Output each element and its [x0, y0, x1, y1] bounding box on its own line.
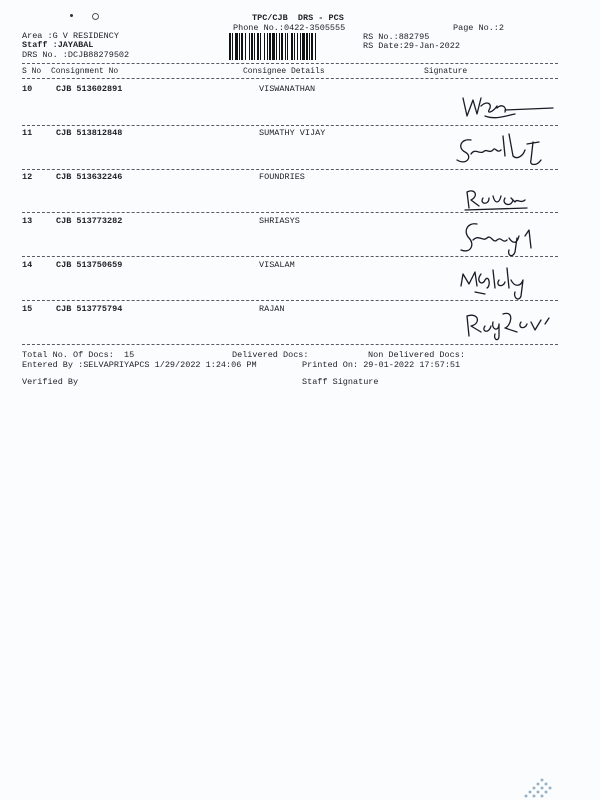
signature-image	[445, 218, 570, 260]
barcode-bar	[315, 33, 316, 60]
barcode-bar	[287, 33, 288, 60]
non-delivered-docs: Non Delivered Docs:	[368, 350, 465, 360]
col-consignee: Consignee Details	[243, 67, 325, 76]
delivered-docs: Delivered Docs:	[232, 350, 309, 360]
row-sno: 11	[22, 128, 33, 138]
document-title: TPC/CJB DRS - PCS	[252, 13, 344, 23]
row-sno: 14	[22, 260, 33, 270]
barcode-bar	[309, 33, 310, 60]
barcode-bar	[239, 33, 240, 60]
header-rule-top	[22, 63, 558, 64]
barcode-bar	[241, 33, 243, 60]
row-consignment: CJB 513602891	[56, 84, 123, 94]
page-number: Page No.:2	[453, 23, 505, 33]
signature-image	[445, 174, 570, 216]
rs-date: RS Date:29-Jan-2022	[363, 41, 460, 51]
row-consignment: CJB 513632246	[56, 172, 123, 182]
row-consignment: CJB 513773282	[56, 216, 123, 226]
barcode-bar	[249, 33, 250, 60]
rs-number: RS No.:882795	[363, 32, 430, 42]
table-row	[0, 216, 600, 260]
table-row	[0, 84, 600, 128]
row-consignment: CJB 513750659	[56, 260, 123, 270]
barcode-bar	[229, 33, 231, 60]
verified-by: Verified By	[22, 377, 79, 387]
row-divider	[22, 256, 558, 257]
barcode-bar	[285, 33, 286, 60]
barcode-bar	[297, 33, 298, 60]
barcode-bar	[251, 33, 253, 60]
entered-by: Entered By :SELVAPRIYAPCS 1/29/2022 1:24:06 PM	[22, 360, 257, 370]
table-row	[0, 304, 600, 348]
barcode-bar	[235, 33, 238, 60]
signature-image	[445, 262, 570, 304]
row-sno: 12	[22, 172, 33, 182]
barcode	[229, 33, 357, 60]
barcode-bar	[311, 33, 313, 60]
row-divider	[22, 344, 558, 345]
table-row	[0, 172, 600, 216]
barcode-bar	[267, 33, 268, 60]
barcode-bar	[281, 33, 283, 60]
row-divider	[22, 300, 558, 301]
barcode-bar	[276, 33, 277, 60]
signature-image	[445, 130, 570, 172]
header-rule-bottom	[22, 78, 558, 79]
signature-image	[445, 306, 570, 348]
barcode-bar	[272, 33, 275, 60]
row-consignment: CJB 513775794	[56, 304, 123, 314]
barcode-bar	[245, 33, 246, 60]
row-consignee: SUMATHY VIJAY	[259, 128, 326, 138]
row-divider	[22, 212, 558, 213]
row-consignee: VISALAM	[259, 260, 295, 270]
barcode-bar	[264, 33, 265, 60]
barcode-bar	[291, 33, 293, 60]
row-divider	[22, 169, 558, 170]
staff-field: Staff :JAYABAL	[22, 40, 94, 50]
barcode-bar	[302, 33, 305, 60]
row-consignment: CJB 513812848	[56, 128, 123, 138]
area-field: Area :G V RESIDENCY	[22, 31, 119, 41]
barcode-bar	[257, 33, 259, 60]
stamp-fragment	[518, 772, 558, 798]
row-sno: 13	[22, 216, 33, 226]
staff-signature: Staff Signature	[302, 377, 379, 387]
printed-on: Printed On: 29-01-2022 17:57:51	[302, 360, 461, 370]
drs-number: DRS No. :DCJB88279502	[22, 50, 130, 60]
scan-dot	[70, 14, 73, 17]
barcode-bar	[300, 33, 301, 60]
col-sno: S No	[22, 67, 42, 76]
barcode-bar	[260, 33, 261, 60]
barcode-bar	[269, 33, 271, 60]
row-consignee: FOUNDRIES	[259, 172, 305, 182]
phone-number: Phone No.:0422-3505555	[233, 23, 346, 33]
row-consignee: SHRIASYS	[259, 216, 300, 226]
barcode-bar	[254, 33, 255, 60]
col-signature: Signature	[424, 67, 468, 76]
scan-mark	[92, 13, 99, 20]
barcode-bar	[232, 33, 233, 60]
signature-image	[445, 86, 570, 128]
barcode-bar	[279, 33, 280, 60]
row-sno: 10	[22, 84, 33, 94]
barcode-bar	[306, 33, 308, 60]
table-row	[0, 260, 600, 304]
col-consignment: Consignment No	[51, 67, 119, 76]
barcode-bar	[294, 33, 295, 60]
row-consignee: RAJAN	[259, 304, 285, 314]
total-docs: Total No. Of Docs: 15	[22, 350, 135, 360]
row-consignee: VISWANATHAN	[259, 84, 316, 94]
table-row	[0, 128, 600, 172]
row-divider	[22, 125, 558, 126]
row-sno: 15	[22, 304, 33, 314]
